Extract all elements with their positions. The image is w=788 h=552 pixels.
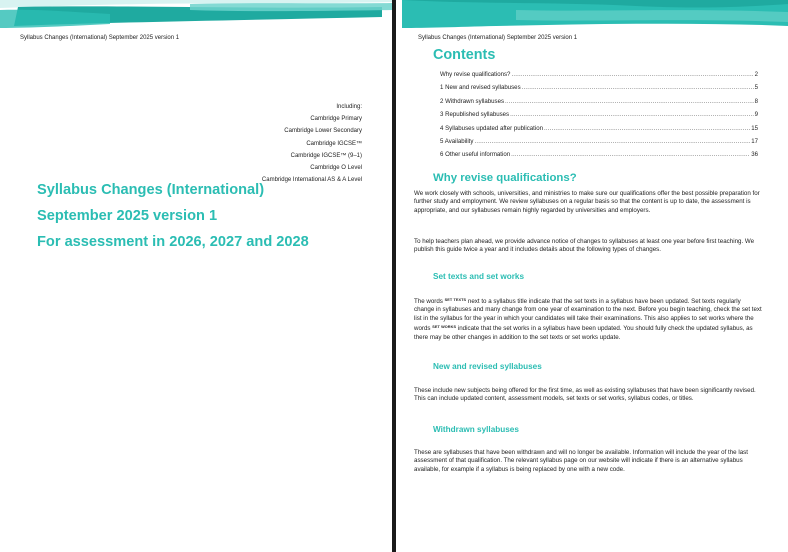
toc-leader xyxy=(544,125,750,132)
withdrawn-heading: Withdrawn syllabuses xyxy=(433,425,519,434)
toc-leader xyxy=(522,84,754,91)
contents-page xyxy=(396,0,788,552)
toc-entry-page: 36 xyxy=(751,151,758,159)
decorative-banner xyxy=(0,0,392,30)
toc-entry[interactable] xyxy=(440,71,758,84)
toc-leader xyxy=(511,151,750,158)
new-revised-paragraph: These include new subjects being offered for the first time, as well as existing syllabuses that have been significantly revised. This can include updated content, assessment models, set texts or set works, syllabus codes, or titles. xyxy=(414,387,756,403)
toc-leader xyxy=(505,98,754,105)
including-label: Including: xyxy=(336,104,362,110)
cover-title-line-3: For assessment in 2026, 2027 and 2028 xyxy=(37,234,309,250)
set-texts-text: next to a syllabus title indicate that the set texts in a syllabus have been updated. Set texts regularly change in syllabuses and many change from one year of examination to the next. Before you begin teaching, check the set text list in the syllabus for the year in which your candidates will take their examinations. This also applies to set works where the words xyxy=(414,298,762,333)
toc-entry-label: 2 Withdrawn syllabuses xyxy=(440,97,505,105)
running-head: Syllabus Changes (International) September 2025 version 1 xyxy=(418,35,578,41)
toc-entry-page: 8 xyxy=(754,97,758,105)
toc-leader xyxy=(474,138,750,145)
set-works-tag: SET WORKS xyxy=(432,325,457,330)
toc-entry[interactable] xyxy=(440,151,758,164)
programmes-list xyxy=(262,101,362,186)
set-texts-text: The words xyxy=(414,298,445,305)
toc-entry[interactable] xyxy=(440,125,758,138)
new-revised-heading: New and revised syllabuses xyxy=(433,362,542,371)
contents-heading: Contents xyxy=(433,47,496,63)
programme-item: Cambridge IGCSE™ (9–1) xyxy=(290,152,362,159)
banner-graphic xyxy=(396,0,788,30)
toc-entry-label: 1 New and revised syllabuses xyxy=(440,84,521,92)
running-head: Syllabus Changes (International) September 2025 version 1 xyxy=(20,35,180,41)
toc-entry-label: 5 Availability xyxy=(440,137,474,145)
programme-item: Cambridge Lower Secondary xyxy=(284,128,362,135)
toc-entry[interactable] xyxy=(440,111,758,124)
why-revise-paragraph-1: We work closely with schools, universities, and ministries to make sure our qualifications offer the best possible preparation for further study and employment. We review syllabuses on a regular basis so that the content is up to date, the assessment is appropriate, and our syllabuses remain highly regarded by universities and employers. xyxy=(414,190,760,214)
toc-entry-page: 2 xyxy=(754,71,758,78)
banner-graphic xyxy=(0,0,392,30)
cover-title-line-1: Syllabus Changes (International) xyxy=(37,182,265,198)
programme-item: Cambridge IGCSE™ xyxy=(306,140,362,147)
set-texts-paragraph xyxy=(414,296,762,342)
cover-title-line-2: September 2025 version 1 xyxy=(37,208,218,224)
toc-leader xyxy=(510,111,754,118)
toc-entry[interactable] xyxy=(440,98,758,111)
toc-entry-page: 9 xyxy=(754,111,758,119)
toc-entry-page: 5 xyxy=(754,84,758,92)
set-texts-heading: Set texts and set works xyxy=(433,272,525,281)
table-of-contents xyxy=(440,71,758,165)
cover-page xyxy=(0,0,392,552)
programme-item: Cambridge International AS & A Level xyxy=(261,177,362,184)
toc-leader xyxy=(511,71,753,78)
set-texts-tag: SET TEXTS xyxy=(444,298,467,302)
toc-entry[interactable] xyxy=(440,84,758,97)
programme-item: Cambridge Primary xyxy=(310,116,362,123)
toc-entry-label: 6 Other useful information xyxy=(440,151,511,159)
toc-entry[interactable] xyxy=(440,138,758,151)
toc-entry-page: 15 xyxy=(751,124,758,132)
why-revise-heading: Why revise qualifications? xyxy=(433,172,577,184)
why-revise-paragraph-2: To help teachers plan ahead, we provide advance notice of changes to syllabuses at least one year before first teaching. We publish this guide twice a year and it includes details about the following types of changes. xyxy=(414,238,755,254)
toc-entry-label: 3 Republished syllabuses xyxy=(440,111,510,119)
decorative-banner xyxy=(396,0,788,30)
programme-item: Cambridge O Level xyxy=(310,165,362,172)
set-texts-text: indicate that the set works in a syllabus have been updated. You should fully check the updated syllabus, as there may be other changes in addition to the set texts or set works update. xyxy=(414,325,753,341)
toc-entry-label: 4 Syllabuses updated after publication xyxy=(440,124,543,132)
toc-entry-label: Why revise qualifications? xyxy=(440,71,511,78)
toc-entry-page: 17 xyxy=(751,137,758,145)
withdrawn-paragraph: These are syllabuses that have been withdrawn and will no longer be available. Information will include the year of the last assessment of that qualification. The relevant syllabus page on our website will indicate if there is an alternative syllabus available, for example if a syllabus is being replaced by one with a new code. xyxy=(414,449,748,473)
